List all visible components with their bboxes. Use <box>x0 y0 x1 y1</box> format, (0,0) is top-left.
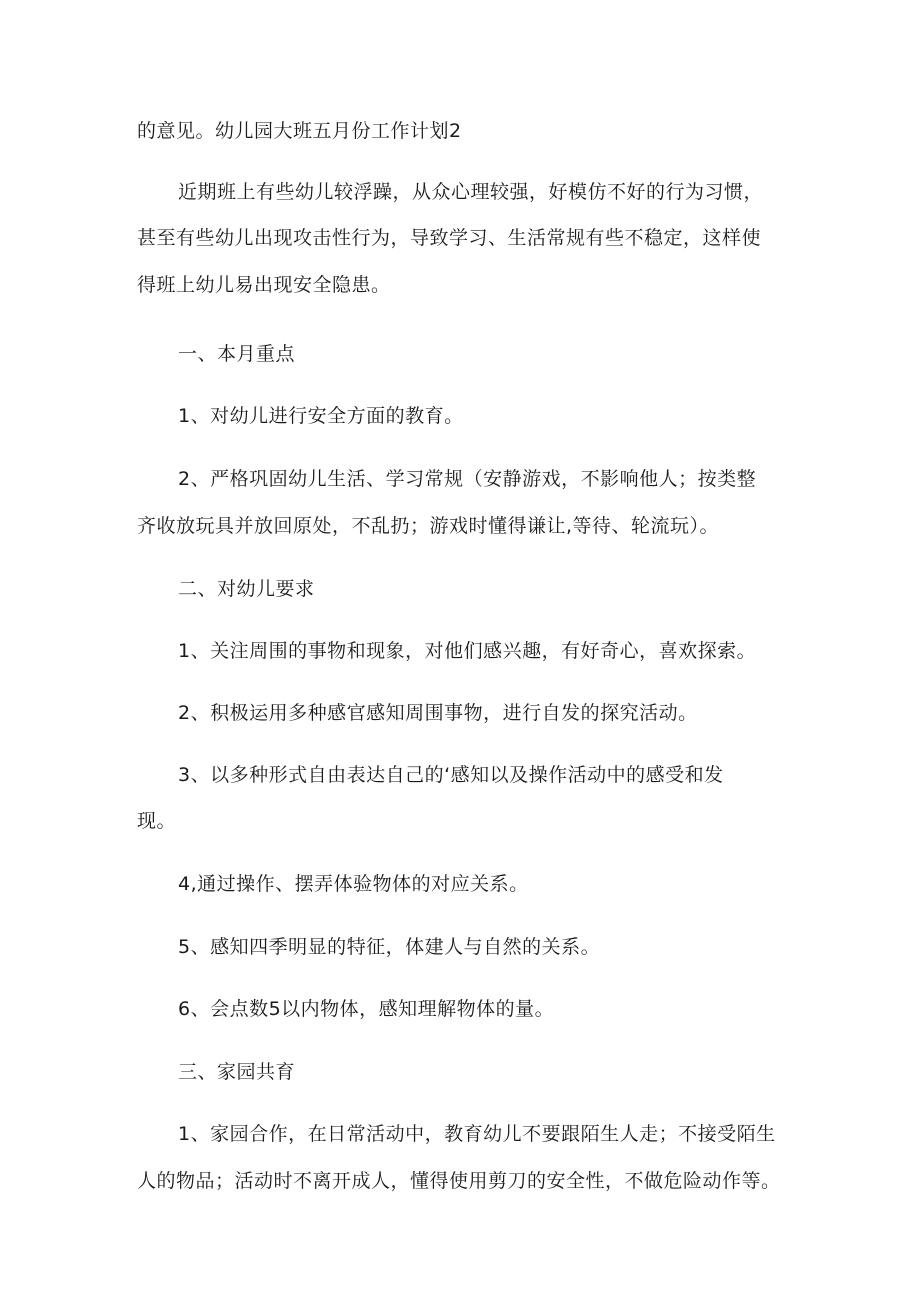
text-line: 甚至有些幼儿出现攻击性行为，导致学习、生活常规有些不稳定，这样使 <box>137 227 762 249</box>
text-line: 的意见。幼儿园大班五月份工作计划2 <box>137 120 462 142</box>
text-line: 6、会点数5以内物体，感知理解物体的量。 <box>178 998 555 1020</box>
section-heading: 三、家园共育 <box>178 1061 296 1083</box>
text-line: 得班上幼儿易出现安全隐患。 <box>137 274 391 296</box>
text-line: 5、感知四季明显的特征，体建人与自然的关系。 <box>178 936 601 958</box>
section-heading: 二、对幼儿要求 <box>178 578 315 600</box>
text-line: 1、家园合作，在日常活动中，教育幼儿不要跟陌生人走；不接受陌生 <box>178 1123 776 1145</box>
text-line: 4,通过操作、摆弄体验物体的对应关系。 <box>178 873 529 895</box>
text-line: 3、以多种形式自由表达自己的‘感知以及操作活动中的感受和发 <box>178 764 724 786</box>
text-line: 近期班上有些幼儿较浮躁，从众心理较强，好模仿不好的行为习惯， <box>178 181 764 203</box>
section-heading: 一、本月重点 <box>178 343 296 365</box>
text-line: 现。 <box>137 810 177 832</box>
text-line: 2、积极运用多种感官感知周围事物，进行自发的探究活动。 <box>178 702 698 724</box>
text-line: 齐收放玩具并放回原处，不乱扔；游戏时懂得谦让,等待、轮流玩）。 <box>137 515 720 537</box>
text-line: 人的物品；活动时不离开成人，懂得使用剪刀的安全性，不做危险动作等。 <box>137 1170 781 1192</box>
text-line: 1、关注周围的事物和现象，对他们感兴趣，有好奇心，喜欢探索。 <box>178 640 757 662</box>
text-line: 2、严格巩固幼儿生活、学习常规（安静游戏，不影响他人；按类整 <box>178 468 757 490</box>
text-line: 1、对幼儿进行安全方面的教育。 <box>178 405 464 427</box>
